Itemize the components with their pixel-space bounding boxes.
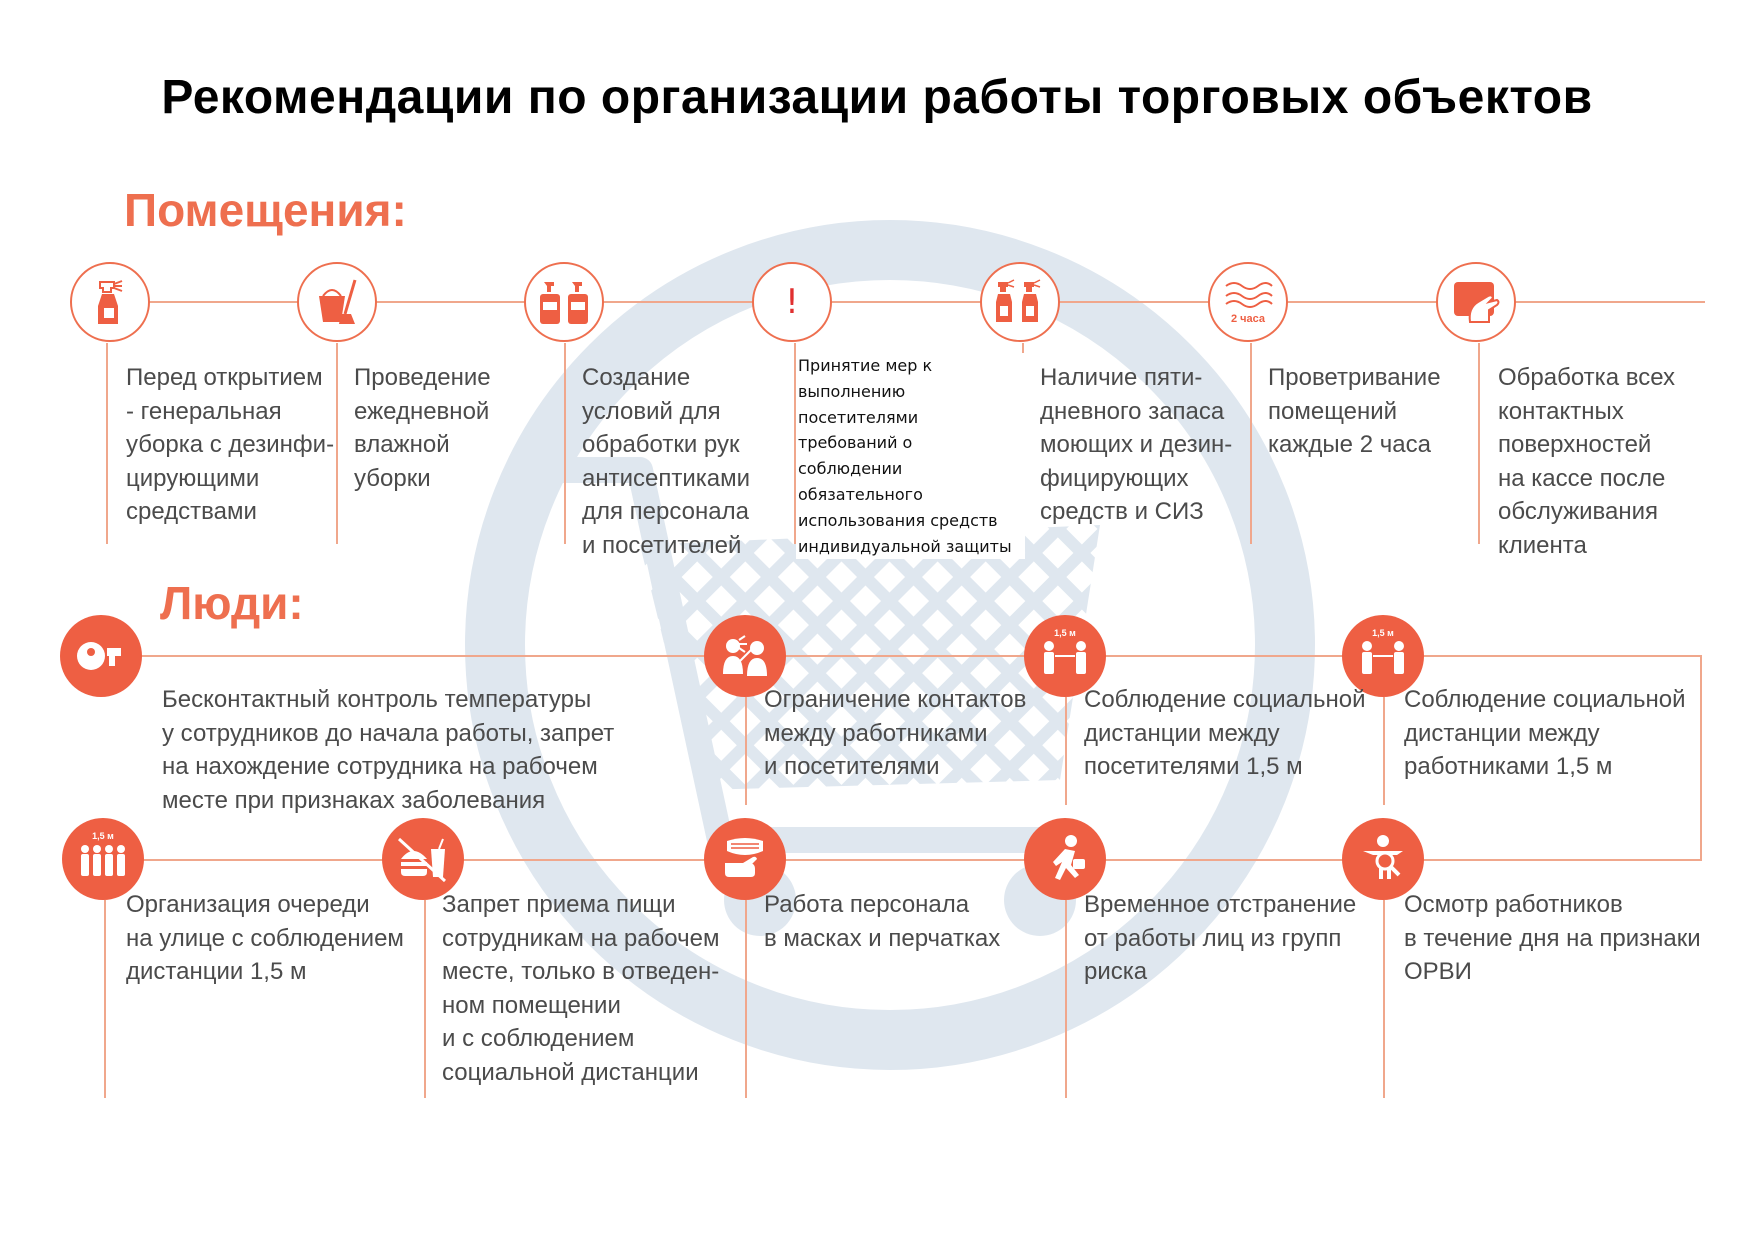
people-row1-connector xyxy=(1065,697,1067,805)
wipe-surface-icon xyxy=(1446,272,1506,332)
people-heading: Люди: xyxy=(160,577,304,629)
exclamation-icon: ! xyxy=(785,282,799,322)
people-row1-icon-1 xyxy=(60,615,142,697)
premises-connector xyxy=(1478,343,1480,544)
sanitizer-bottles-icon xyxy=(534,272,594,332)
premises-icon-4 xyxy=(752,262,832,342)
distance-workers-badge: 1,5 м xyxy=(1372,628,1394,638)
ventilation-icon xyxy=(1218,272,1278,332)
people-row2-connector xyxy=(104,900,106,1098)
people-row2-item-2-text: Запрет приема пищи сотрудникам на рабочем месте, только в отведен- ном помещении и с соблюдением социальной дистанции xyxy=(442,891,720,1086)
premises-connector xyxy=(106,343,108,544)
bucket-mop-icon xyxy=(307,272,367,332)
people-row1-item-1-text: Бесконтактный контроль температуры у сотрудников до начала работы, запрет на нахождение сотрудника на рабочем месте при признаках заболевания xyxy=(162,686,615,814)
people-row1-connector xyxy=(745,697,747,805)
distance-visitors-icon xyxy=(1035,626,1095,686)
premises-heading: Помещения: xyxy=(124,184,407,236)
page-title: Рекомендации по организации работы торговых объектов xyxy=(161,71,1593,124)
no-food-icon xyxy=(393,829,453,889)
people-row2-connector xyxy=(1065,900,1067,1098)
premises-item-2-text: Проведение ежедневной влажной уборки xyxy=(354,364,491,492)
premises-item-6-text: Проветривание помещений каждые 2 часа xyxy=(1268,364,1441,458)
people-row1-item-3-text: Соблюдение социальной дистанции между посетителями 1,5 м xyxy=(1084,686,1366,780)
queue-badge: 1,5 м xyxy=(92,831,114,841)
premises-icon-6 xyxy=(1208,262,1288,342)
worker-leaving-icon xyxy=(1035,829,1095,889)
people-row2-item-1-text: Организация очереди на улице с соблюдением дистанции 1,5 м xyxy=(126,891,404,985)
people-right-bracket xyxy=(1700,655,1702,860)
people-row2-connector xyxy=(1383,900,1385,1098)
people-row1-connector xyxy=(1383,697,1385,805)
premises-connector xyxy=(1250,343,1252,544)
people-row2-connector xyxy=(424,900,426,1098)
premises-item-4-text: Принятие мер к выполнению посетителями требований о соблюдении обязательного использования средств индивидуальной защиты xyxy=(796,353,1025,559)
premises-connector xyxy=(564,343,566,544)
people-row2-connector xyxy=(745,900,747,1098)
people-row1-item-2-text: Ограничение контактов между работниками и посетителями xyxy=(764,686,1027,780)
people-row2-item-3-text: Работа персонала в масках и перчатках xyxy=(764,891,1001,952)
limit-contact-icon xyxy=(715,626,775,686)
people-row1-item-4-text: Соблюдение социальной дистанции между работниками 1,5 м xyxy=(1404,686,1686,780)
premises-connector xyxy=(336,343,338,544)
distance-workers-icon xyxy=(1353,626,1413,686)
people-row2-item-4-text: Временное отстранение от работы лиц из групп риска xyxy=(1084,891,1357,985)
queue-icon xyxy=(73,829,133,889)
people-row2-item-5-text: Осмотр работников в течение дня на признаки ОРВИ xyxy=(1404,891,1701,985)
premises-icon-7 xyxy=(1436,262,1516,342)
temperature-check-icon xyxy=(71,626,131,686)
premises-icon-3 xyxy=(524,262,604,342)
disinfectant-supply-icon xyxy=(990,272,1050,332)
mask-gloves-icon xyxy=(715,829,775,889)
distance-visitors-badge: 1,5 м xyxy=(1054,628,1076,638)
premises-item-7-text: Обработка всех контактных поверхностей на кассе после обслуживания клиента xyxy=(1498,364,1676,559)
premises-item-3-text: Создание условий для обработки рук антисептиками для персонала и посетителей xyxy=(582,364,751,559)
premises-icon-5 xyxy=(980,262,1060,342)
premises-item-5-text: Наличие пяти- дневного запаса моющих и дезин- фицирующих средств и СИЗ xyxy=(1040,364,1233,525)
people-row2-timeline xyxy=(102,859,1702,861)
people-row1-timeline xyxy=(102,655,1702,657)
premises-icon-2 xyxy=(297,262,377,342)
premises-icon-1 xyxy=(70,262,150,342)
ventilation-badge: 2 часа xyxy=(1230,313,1266,325)
inspection-icon xyxy=(1353,829,1413,889)
spray-bottle-icon xyxy=(80,272,140,332)
premises-item-1-text: Перед открытием - генеральная уборка с дезинфи- цирующими средствами xyxy=(126,364,335,525)
